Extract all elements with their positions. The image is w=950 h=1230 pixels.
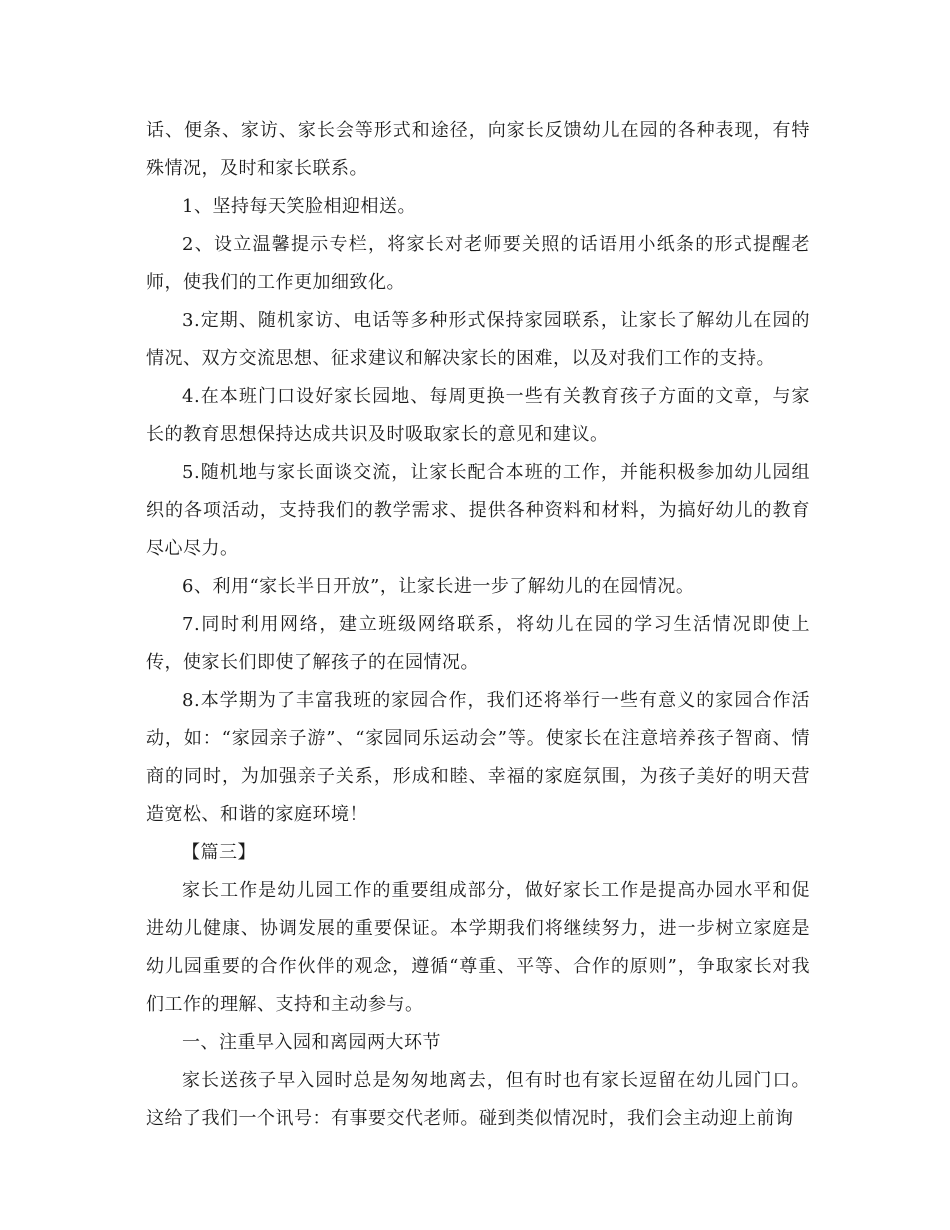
paragraph-item-6: 6、利用“家长半日开放”，让家长进一步了解幼儿的在园情况。 [182,576,695,597]
paragraph-continuation: 话、便条、家访、家长会等形式和途径，向家长反馈幼儿在园的各种表现，有特殊情况，及时和家长联系。 [146,120,810,179]
document-body [146,112,810,1138]
paragraph-intro: 家长工作是幼儿园工作的重要组成部分，做好家长工作是提高办园水平和促进幼儿健康、协调发展的重要保证。本学期我们将继续努力，进一步树立家庭是幼儿园重要的合作伙伴的观念，遵循“尊重、平等、合作的原则”，争取家长对我们工作的理解、支持和主动参与。 [146,880,810,1015]
section-heading-part-three: 【篇三】 [182,842,256,863]
paragraph-item-3: 3.定期、随机家访、电话等多种形式保持家园联系，让家长了解幼儿在园的情况、双方交流思想、征求建议和解决家长的困难，以及对我们工作的支持。 [146,310,810,369]
paragraph-entry-departure: 家长送孩子早入园时总是匆匆地离去，但有时也有家长逗留在幼儿园门口。这给了我们一个讯号：有事要交代老师。碰到类似情况时，我们会主动迎上前询 [146,1070,810,1129]
paragraph-item-1: 1、坚持每天笑脸相迎相送。 [182,196,416,217]
paragraph-item-7: 7.同时利用网络，建立班级网络联系，将幼儿在园的学习生活情况即使上传，使家长们即使了解孩子的在园情况。 [146,614,810,673]
subheading-one: 一、注重早入园和离园两大环节 [182,1032,441,1053]
paragraph-item-4: 4.在本班门口设好家长园地、每周更换一些有关教育孩子方面的文章，与家长的教育思想保持达成共识及时吸取家长的意见和建议。 [146,386,810,445]
paragraph-item-8: 8.本学期为了丰富我班的家园合作，我们还将举行一些有意义的家园合作活动，如：“家园亲子游”、“家园同乐运动会”等。使家长在注意培养孩子智商、情商的同时，为加强亲子关系，形成和睦、幸福的家庭氛围，为孩子美好的明天营造宽松、和谐的家庭环境！ [146,690,810,825]
paragraph-item-5: 5.随机地与家长面谈交流，让家长配合本班的工作，并能积极参加幼儿园组织的各项活动，支持我们的教学需求、提供各种资料和材料，为搞好幼儿的教育尽心尽力。 [146,462,810,559]
paragraph-item-2: 2、设立温馨提示专栏，将家长对老师要关照的话语用小纸条的形式提醒老师，使我们的工作更加细致化。 [146,234,810,293]
